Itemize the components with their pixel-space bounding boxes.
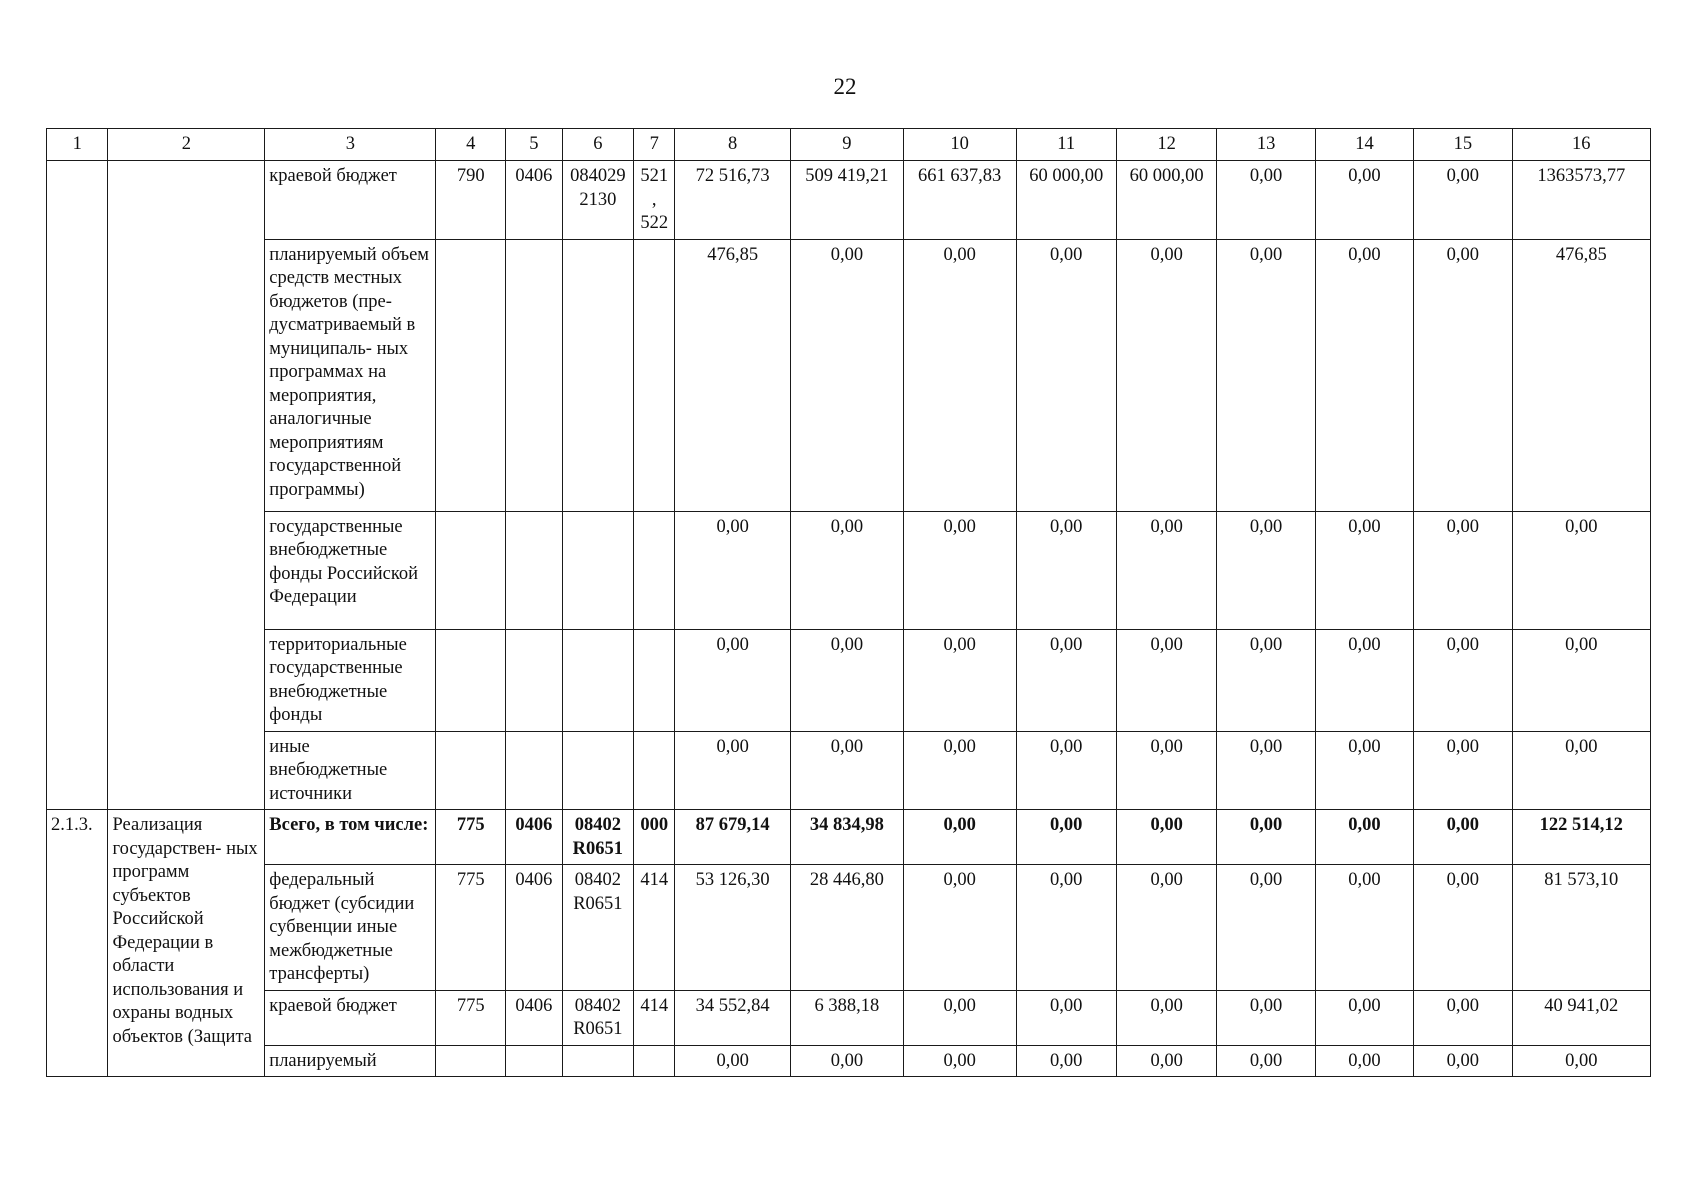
budget-code-cell — [562, 629, 634, 731]
amount-cell: 0,00 — [903, 629, 1016, 731]
amount-cell: 0,00 — [791, 511, 904, 629]
amount-cell: 0,00 — [903, 239, 1016, 511]
amount-cell: 0,00 — [903, 731, 1016, 810]
budget-code-cell: 08402 R0651 — [562, 990, 634, 1045]
amount-cell: 0,00 — [1016, 511, 1116, 629]
budget-code-cell — [506, 731, 562, 810]
amount-cell: 0,00 — [1116, 865, 1216, 991]
amount-cell: 0,00 — [1016, 810, 1116, 865]
amount-cell: 476,85 — [1512, 239, 1650, 511]
budget-code-cell — [562, 239, 634, 511]
amount-cell: 0,00 — [1116, 990, 1216, 1045]
amount-cell: 0,00 — [675, 731, 791, 810]
column-header: 8 — [675, 129, 791, 161]
column-header: 10 — [903, 129, 1016, 161]
amount-cell: 0,00 — [791, 1045, 904, 1077]
amount-cell: 476,85 — [675, 239, 791, 511]
column-header: 7 — [634, 129, 675, 161]
budget-code-cell — [436, 239, 506, 511]
funding-source-cell: планируемый — [265, 1045, 436, 1077]
budget-code-cell — [506, 511, 562, 629]
amount-cell: 87 679,14 — [675, 810, 791, 865]
amount-cell: 0,00 — [1016, 629, 1116, 731]
amount-cell: 0,00 — [903, 865, 1016, 991]
amount-cell: 6 388,18 — [791, 990, 904, 1045]
item-title-cell: Реализация государствен- ных программ субъектов Российской Федерации в области использования и охраны водных объектов (Защита — [108, 810, 265, 1077]
amount-cell: 53 126,30 — [675, 865, 791, 991]
amount-cell: 0,00 — [1016, 1045, 1116, 1077]
amount-cell: 0,00 — [1116, 239, 1216, 511]
amount-cell: 0,00 — [903, 511, 1016, 629]
column-header: 6 — [562, 129, 634, 161]
amount-cell: 0,00 — [903, 990, 1016, 1045]
amount-cell: 40 941,02 — [1512, 990, 1650, 1045]
amount-cell: 0,00 — [1217, 865, 1315, 991]
table-row — [47, 161, 1651, 240]
amount-cell: 0,00 — [791, 731, 904, 810]
amount-cell: 0,00 — [1315, 865, 1413, 991]
amount-cell: 0,00 — [903, 810, 1016, 865]
column-header: 5 — [506, 129, 562, 161]
amount-cell: 0,00 — [1315, 629, 1413, 731]
column-number-row — [47, 129, 1651, 161]
amount-cell: 0,00 — [1414, 865, 1512, 991]
amount-cell: 0,00 — [675, 1045, 791, 1077]
amount-cell: 0,00 — [1217, 731, 1315, 810]
amount-cell: 28 446,80 — [791, 865, 904, 991]
amount-cell: 0,00 — [1414, 161, 1512, 240]
amount-cell: 0,00 — [1414, 511, 1512, 629]
amount-cell: 0,00 — [675, 511, 791, 629]
budget-code-cell — [506, 629, 562, 731]
amount-cell: 0,00 — [1315, 161, 1413, 240]
amount-cell: 661 637,83 — [903, 161, 1016, 240]
amount-cell: 0,00 — [1217, 629, 1315, 731]
amount-cell: 0,00 — [1315, 511, 1413, 629]
amount-cell: 81 573,10 — [1512, 865, 1650, 991]
funding-source-cell: планируемый объем средств местных бюджетов (пре- дусматриваемый в муниципаль- ных программах на мероприятия, аналогичные мероприятиям государственной программы) — [265, 239, 436, 511]
amount-cell: 60 000,00 — [1116, 161, 1216, 240]
amount-cell: 0,00 — [1315, 990, 1413, 1045]
budget-code-cell — [436, 1045, 506, 1077]
table-row — [47, 865, 1651, 991]
amount-cell: 0,00 — [1414, 990, 1512, 1045]
amount-cell: 0,00 — [1116, 810, 1216, 865]
amount-cell: 0,00 — [791, 629, 904, 731]
amount-cell: 0,00 — [1414, 629, 1512, 731]
budget-code-cell: 414 — [634, 990, 675, 1045]
amount-cell: 0,00 — [1414, 810, 1512, 865]
amount-cell: 0,00 — [1016, 865, 1116, 991]
amount-cell: 0,00 — [1217, 239, 1315, 511]
amount-cell: 0,00 — [1217, 810, 1315, 865]
column-header: 16 — [1512, 129, 1650, 161]
budget-code-cell — [436, 629, 506, 731]
budget-code-cell: 08402 R0651 — [562, 810, 634, 865]
amount-cell: 0,00 — [1116, 1045, 1216, 1077]
funding-source-cell: иные внебюджетные источники — [265, 731, 436, 810]
funding-source-cell: Всего, в том числе: — [265, 810, 436, 865]
table-row — [47, 731, 1651, 810]
column-header: 4 — [436, 129, 506, 161]
amount-cell: 0,00 — [1512, 629, 1650, 731]
amount-cell: 0,00 — [1512, 511, 1650, 629]
budget-code-cell — [436, 731, 506, 810]
budget-code-cell: 0406 — [506, 810, 562, 865]
budget-code-cell: 08402 R0651 — [562, 865, 634, 991]
amount-cell: 0,00 — [1414, 731, 1512, 810]
budget-code-cell: 775 — [436, 865, 506, 991]
column-header: 1 — [47, 129, 108, 161]
amount-cell: 0,00 — [1315, 239, 1413, 511]
budget-code-cell — [634, 239, 675, 511]
budget-code-cell: 775 — [436, 990, 506, 1045]
budget-code-cell: 0406 — [506, 990, 562, 1045]
table-row — [47, 511, 1651, 629]
column-header: 2 — [108, 129, 265, 161]
budget-code-cell — [436, 511, 506, 629]
amount-cell: 0,00 — [1016, 990, 1116, 1045]
budget-code-cell — [634, 731, 675, 810]
amount-cell: 0,00 — [1512, 1045, 1650, 1077]
amount-cell: 0,00 — [1315, 731, 1413, 810]
table-row — [47, 239, 1651, 511]
funding-source-cell: краевой бюджет — [265, 990, 436, 1045]
column-header: 14 — [1315, 129, 1413, 161]
amount-cell: 0,00 — [903, 1045, 1016, 1077]
amount-cell: 0,00 — [675, 629, 791, 731]
table-body — [47, 129, 1651, 1077]
item-number-cell: 2.1.3. — [47, 810, 108, 1077]
page-number: 22 — [833, 74, 857, 99]
budget-code-cell: 0406 — [506, 865, 562, 991]
amount-cell: 0,00 — [1217, 1045, 1315, 1077]
column-header: 13 — [1217, 129, 1315, 161]
table-row — [47, 1045, 1651, 1077]
amount-cell: 0,00 — [1217, 990, 1315, 1045]
column-header: 11 — [1016, 129, 1116, 161]
amount-cell: 0,00 — [1016, 731, 1116, 810]
budget-code-cell: 084029 2130 — [562, 161, 634, 240]
amount-cell: 0,00 — [1414, 1045, 1512, 1077]
column-header: 3 — [265, 129, 436, 161]
item-title-cell — [108, 161, 265, 810]
budget-code-cell — [562, 1045, 634, 1077]
amount-cell: 0,00 — [1116, 511, 1216, 629]
amount-cell: 0,00 — [1217, 161, 1315, 240]
budget-code-cell: 0406 — [506, 161, 562, 240]
amount-cell: 122 514,12 — [1512, 810, 1650, 865]
budget-code-cell — [506, 239, 562, 511]
budget-code-cell: 775 — [436, 810, 506, 865]
column-header: 12 — [1116, 129, 1216, 161]
column-header: 9 — [791, 129, 904, 161]
budget-code-cell — [634, 1045, 675, 1077]
amount-cell: 34 834,98 — [791, 810, 904, 865]
budget-code-cell: 521 , 522 — [634, 161, 675, 240]
budget-code-cell — [634, 629, 675, 731]
funding-source-cell: государственные внебюджетные фонды Российской Федерации — [265, 511, 436, 629]
amount-cell: 0,00 — [1116, 731, 1216, 810]
budget-code-cell — [562, 731, 634, 810]
funding-source-cell: краевой бюджет — [265, 161, 436, 240]
amount-cell: 0,00 — [1315, 810, 1413, 865]
amount-cell: 72 516,73 — [675, 161, 791, 240]
item-number-cell — [47, 161, 108, 810]
budget-code-cell: 414 — [634, 865, 675, 991]
amount-cell: 0,00 — [1414, 239, 1512, 511]
amount-cell: 0,00 — [1116, 629, 1216, 731]
amount-cell: 34 552,84 — [675, 990, 791, 1045]
amount-cell: 0,00 — [1512, 731, 1650, 810]
amount-cell: 0,00 — [1016, 239, 1116, 511]
funding-source-cell: территориальные государственные внебюджетные фонды — [265, 629, 436, 731]
amount-cell: 0,00 — [791, 239, 904, 511]
budget-code-cell — [562, 511, 634, 629]
table-row — [47, 990, 1651, 1045]
budget-code-cell: 790 — [436, 161, 506, 240]
table-row — [47, 629, 1651, 731]
budget-code-cell — [634, 511, 675, 629]
amount-cell: 60 000,00 — [1016, 161, 1116, 240]
budget-table — [46, 128, 1651, 1077]
table-row — [47, 810, 1651, 865]
column-header: 15 — [1414, 129, 1512, 161]
amount-cell: 0,00 — [1315, 1045, 1413, 1077]
amount-cell: 0,00 — [1217, 511, 1315, 629]
funding-source-cell: федеральный бюджет (субсидии субвенции иные межбюджетные трансферты) — [265, 865, 436, 991]
budget-code-cell: 000 — [634, 810, 675, 865]
amount-cell: 1363573,77 — [1512, 161, 1650, 240]
amount-cell: 509 419,21 — [791, 161, 904, 240]
budget-code-cell — [506, 1045, 562, 1077]
